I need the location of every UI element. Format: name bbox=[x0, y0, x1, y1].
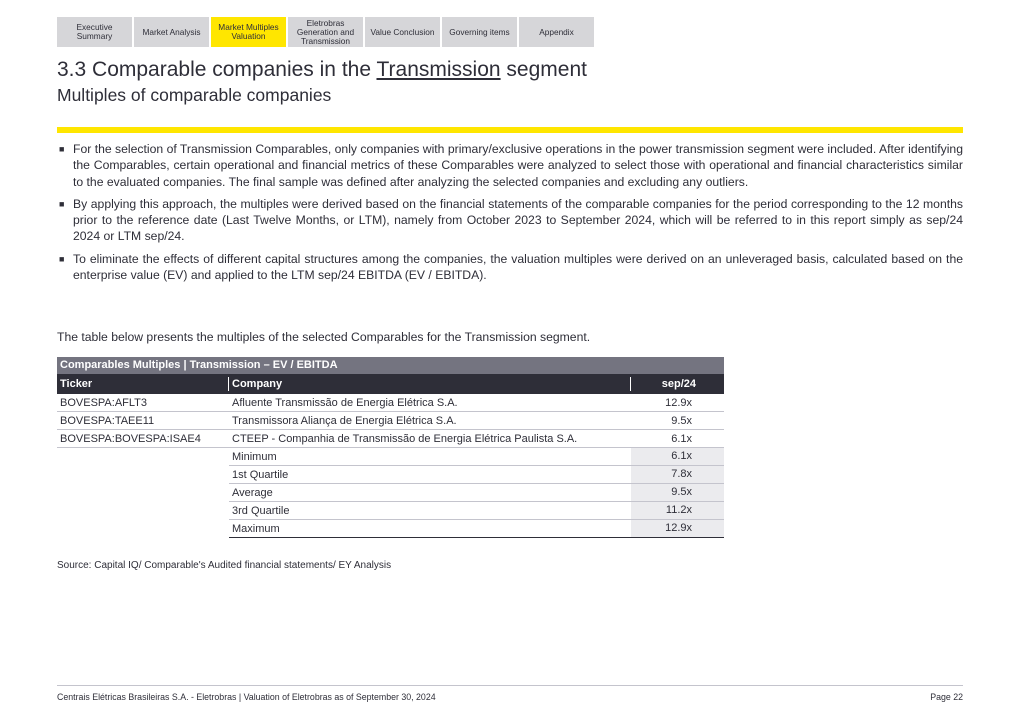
stat-value: 11.2x bbox=[631, 502, 724, 519]
footer-text: Centrais Elétricas Brasileiras S.A. - Eletrobras | Valuation of Eletrobras as of September 30, 2024 bbox=[57, 692, 436, 702]
tab-market-analysis[interactable]: Market Analysis bbox=[134, 17, 209, 47]
page-title bbox=[57, 58, 587, 82]
section-tabs bbox=[57, 17, 594, 47]
stat-label: 1st Quartile bbox=[232, 468, 289, 481]
tab-appendix[interactable]: Appendix bbox=[519, 17, 594, 47]
cell-value: 9.5x bbox=[631, 415, 724, 427]
bullet-item bbox=[57, 196, 963, 245]
cell-company: CTEEP - Companhia de Transmissão de Energia Elétrica Paulista S.A. bbox=[232, 432, 578, 445]
stat-label: Maximum bbox=[232, 522, 280, 535]
table-intro: The table below presents the multiples of the selected Comparables for the Transmission segment. bbox=[57, 330, 591, 344]
bullet-square-icon: ■ bbox=[59, 198, 65, 209]
stat-value: 7.8x bbox=[631, 466, 724, 483]
tab-market-multiples-valuation[interactable]: Market Multiples Valuation bbox=[211, 17, 286, 47]
stat-row bbox=[57, 502, 724, 520]
bullet-item bbox=[57, 251, 963, 284]
stat-label: Average bbox=[232, 486, 273, 499]
cell-ticker: BOVESPA:TAEE11 bbox=[60, 414, 155, 427]
bullet-square-icon: ■ bbox=[59, 144, 65, 154]
stat-row bbox=[57, 466, 724, 484]
header-company: Company bbox=[229, 377, 631, 391]
bullet-text: By applying this approach, the multiples were derived based on the financial statements of the comparable companies for the period corresponding to the 12 months prior to the reference date (Last Twelve Months, or LTM), namely from October 2023 to September 2024, which will be referred to in this report simply as sep/24 2024 or LTM sep/24. bbox=[73, 196, 963, 244]
table-row bbox=[57, 430, 724, 448]
title-suffix: segment bbox=[506, 58, 587, 81]
table-title: Comparables Multiples | Transmission – EV / EBITDA bbox=[57, 357, 724, 374]
header-ticker: Ticker bbox=[57, 377, 229, 391]
bullet-text: To eliminate the effects of different capital structures among the companies, the valuation multiples were derived on an unleveraged basis, calculated based on the enterprise value (EV) and applied to the LTM sep/24 EBITDA (EV / EBITDA). bbox=[73, 251, 963, 283]
stat-empty-cell bbox=[57, 502, 229, 520]
stat-label: 3rd Quartile bbox=[232, 504, 290, 517]
tab-governing-items[interactable]: Governing items bbox=[442, 17, 517, 47]
stat-label: Minimum bbox=[232, 450, 277, 463]
cell-value: 12.9x bbox=[631, 397, 724, 409]
footer-divider bbox=[57, 685, 963, 686]
stat-empty-cell bbox=[57, 466, 229, 484]
table-header bbox=[57, 374, 724, 394]
title-prefix: 3.3 Comparable companies in the bbox=[57, 58, 372, 81]
accent-bar bbox=[57, 127, 963, 133]
bullet-list bbox=[57, 141, 963, 289]
stat-empty-cell bbox=[57, 520, 229, 538]
page-number: Page 22 bbox=[930, 692, 963, 702]
tab-value-conclusion[interactable]: Value Conclusion bbox=[365, 17, 440, 47]
stat-empty-cell bbox=[57, 484, 229, 502]
stat-value: 6.1x bbox=[631, 448, 724, 465]
stat-empty-cell bbox=[57, 448, 229, 466]
cell-ticker: BOVESPA:AFLT3 bbox=[60, 396, 148, 409]
cell-company: Afluente Transmissão de Energia Elétrica S.A. bbox=[232, 396, 458, 409]
stat-row bbox=[57, 520, 724, 538]
stat-row bbox=[57, 448, 724, 466]
bullet-text: For the selection of Transmission Comparables, only companies with primary/exclusive operations in the power transmission segment were included. After identifying the Comparables, certain operational and financial metrics of these Comparables were analyzed to select those with operational and financial characteristics similar to the evaluated companies. The final sample was defined after analyzing the selected companies and excluding any outliers. bbox=[73, 142, 963, 189]
title-underlined: Transmission bbox=[376, 58, 501, 81]
tab-executive-summary[interactable]: Executive Summary bbox=[57, 17, 132, 47]
source-note: Source: Capital IQ/ Comparable's Audited financial statements/ EY Analysis bbox=[57, 560, 392, 571]
cell-ticker: BOVESPA:BOVESPA:ISAE4 bbox=[60, 432, 201, 445]
bullet-item bbox=[57, 141, 963, 190]
page-subtitle: Multiples of comparable companies bbox=[57, 85, 332, 105]
tab-eletrobras-generation-transmission[interactable]: Eletrobras Generation and Transmission bbox=[288, 17, 363, 47]
bullet-square-icon: ■ bbox=[59, 253, 65, 264]
comparables-table bbox=[57, 357, 724, 538]
stat-value: 12.9x bbox=[631, 520, 724, 537]
table-row bbox=[57, 412, 724, 430]
table-row bbox=[57, 394, 724, 412]
cell-value: 6.1x bbox=[631, 433, 724, 445]
header-value: sep/24 bbox=[661, 378, 696, 390]
stat-value: 9.5x bbox=[631, 484, 724, 501]
cell-company: Transmissora Aliança de Energia Elétrica S.A. bbox=[232, 414, 457, 427]
stat-row bbox=[57, 484, 724, 502]
